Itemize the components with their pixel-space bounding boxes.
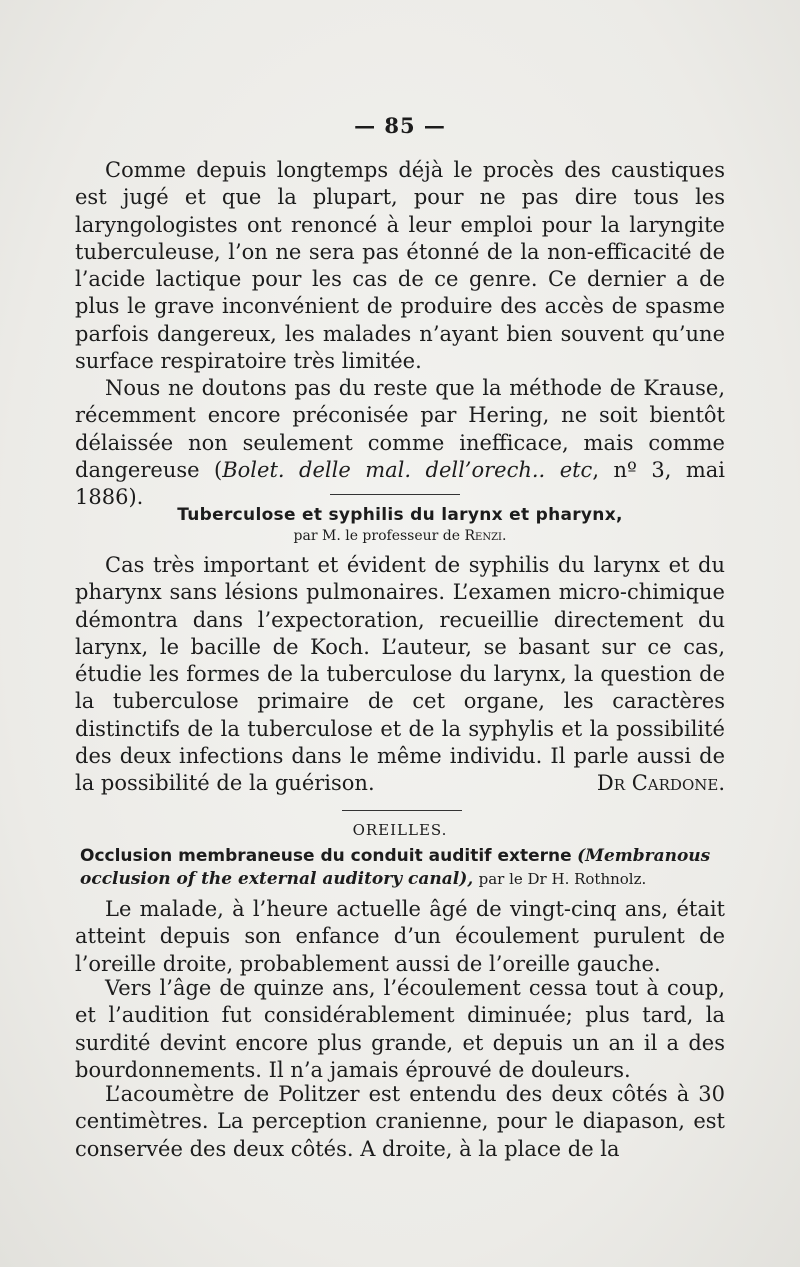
paragraph-body: Nous ne doutons pas du reste que la méthode de Krause, récemment encore préconisée par Hering, ne soit bientôt délaissée non seulement comme inefficace, mais comme dangereuse ( [75, 376, 725, 482]
source-citation: Bolet. delle mal. dell’orech.. etc [222, 457, 593, 482]
article-body-syphilis [75, 552, 725, 798]
paragraph-text: L’acoumètre de Politzer est entendu des deux côtés à 30 centimètres. La perception cranienne, pour le diapason, est conservée des deux côtés. A droite, à la place de la [75, 1082, 725, 1161]
article-title: Tuberculose et syphilis du larynx et pharynx, [177, 505, 623, 525]
paragraph-ecoulement [75, 975, 725, 1084]
byline-author: Renzi. [464, 528, 507, 544]
paragraph-caustiques [75, 157, 725, 375]
article-byline [0, 528, 800, 544]
title-bold: Occlusion membraneuse du conduit auditif externe [80, 846, 572, 866]
paragraph-text: Comme depuis longtemps déjà le procès des caustiques est jugé et que la plupart, pour ne pas dire tous les laryngologistes ont renoncé à leur emploi pour la laryngite tuberculeuse, l’on ne sera pas étonné de la non-efficacité de l’acide lactique pour les cas de ce genre. Ce dernier a de plus le grave inconvénient de produire des accès de spasme parfois dangereux, les malades n’ayant bien souvent qu’une surface respiratoire très limitée. [75, 158, 725, 374]
paragraph-krause [75, 375, 725, 511]
divider-rule [330, 494, 460, 495]
article-byline: par le Dr H. Rothnolz. [478, 870, 647, 888]
paragraph-text [75, 552, 725, 798]
section-heading: OREILLES. [352, 821, 448, 839]
byline-prefix: par M. le professeur de [293, 528, 461, 544]
paragraph-body: Cas très important et évident de syphilis du larynx et du pharynx sans lésions pulmonaires. L’examen micro-chimique démontra dans l’expectoration, recueillie directement du larynx, le bacille de Koch. L’auteur, se basant sur ce cas, étudie les formes de la tuberculose du larynx, la question de la tuberculose primaire de cet organe, les caractères distinctifs de la tuberculose et de la syphylis et la possibilité des deux infections dans le même individu. Il parle aussi de la possibilité de la guérison. [75, 553, 725, 796]
paragraph-text: Vers l’âge de quinze ans, l’écoulement cessa tout à coup, et l’audition fut considérablement diminuée; plus tard, la surdité devint encore plus grande, et depuis un an il a des bourdonnements. Il n’a jamais éprouvé de douleurs. [75, 976, 725, 1082]
page-number: — 85 — [354, 113, 446, 138]
paragraph-malade [75, 896, 725, 978]
divider-rule [342, 810, 462, 811]
signature: Dr Cardone. [596, 771, 725, 796]
title-translation: (Membranous occlusion of the external auditory canal), [80, 846, 711, 889]
paragraph-text [75, 375, 725, 511]
article-title-occlusion [80, 845, 730, 891]
paragraph-acoumetre [75, 1081, 725, 1163]
paragraph-text: Le malade, à l’heure actuelle âgé de vingt-cinq ans, était atteint depuis son enfance d’un écoulement purulent de l’oreille droite, probablement aussi de l’oreille gauche. [75, 897, 725, 976]
source-tail: , nº 3, mai 1886). [75, 457, 725, 510]
